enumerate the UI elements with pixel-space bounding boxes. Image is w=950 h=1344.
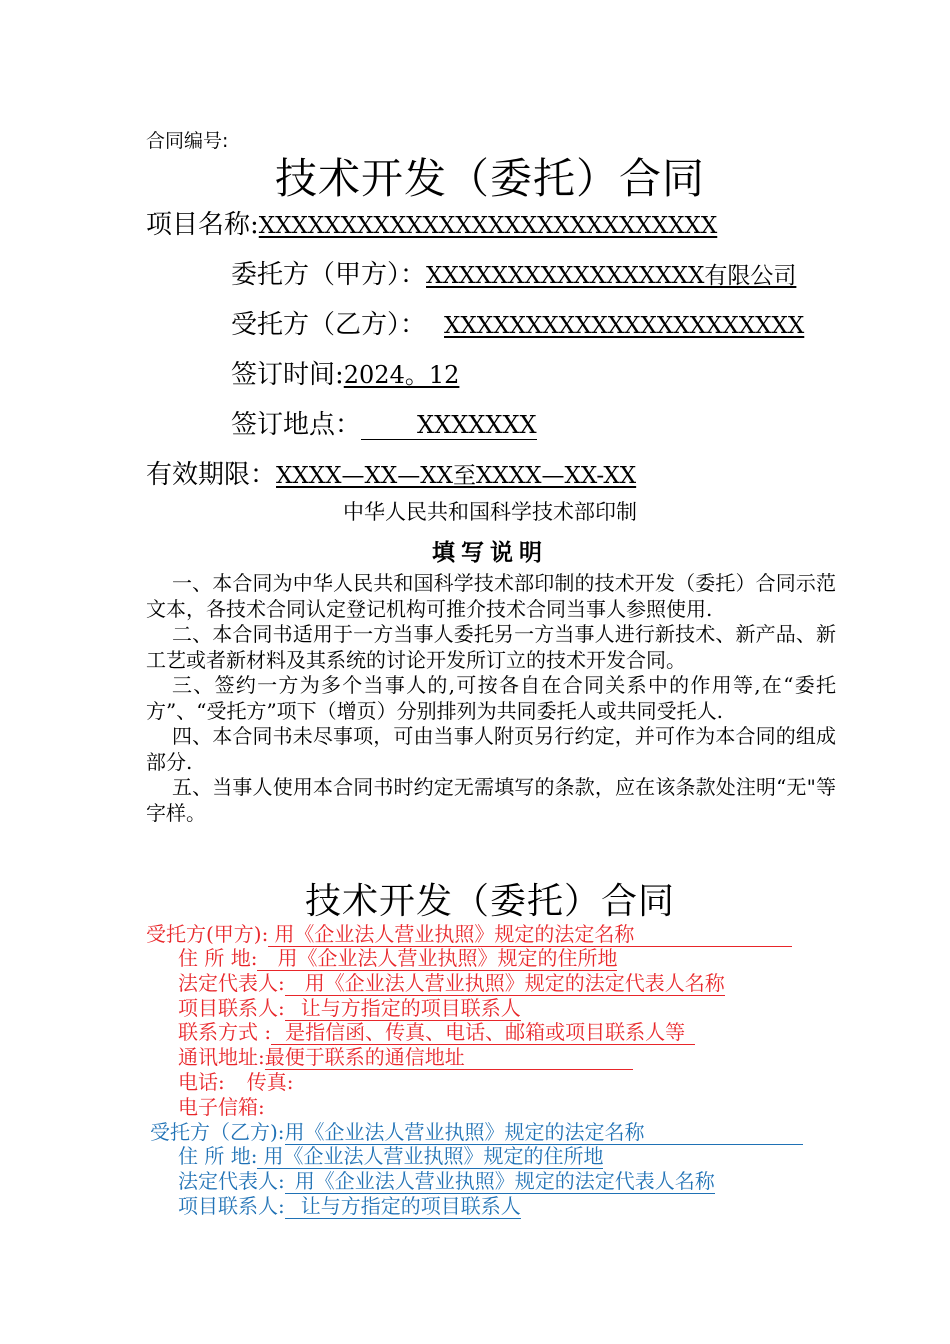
client-line <box>231 254 796 291</box>
client-value: XXXXXXXXXXXXXXXXX有限公司 <box>426 263 797 289</box>
party-a-contact-value: 让与方指定的项目联系人 <box>285 996 521 1021</box>
party-b-heading <box>150 1120 803 1145</box>
validity-value: XXXX—XX—XX至XXXX—XX-XX <box>276 463 637 489</box>
party-a-fax-label: 传真: <box>246 1070 294 1094</box>
party-a-contact-method-value: 是指信函、传真、电话、邮箱或项目联系人等 <box>271 1020 695 1045</box>
party-b-heading-label: 受托方（乙方): <box>150 1120 285 1144</box>
party-a-contact-label: 项目联系人: <box>178 996 285 1020</box>
party-a-heading <box>146 922 792 947</box>
contract-title: 技术开发（委托）合同 <box>304 881 675 922</box>
contractor-line <box>231 304 804 341</box>
party-a-address-value: 用《企业法人营业执照》规定的住所地 <box>257 946 617 971</box>
validity-label: 有效期限： <box>146 460 277 490</box>
party-b-contact-label: 项目联系人: <box>178 1194 285 1218</box>
contract-number-label: 合同编号: <box>146 130 229 152</box>
sign-time-label: 签订时间: <box>231 360 344 390</box>
party-a-address-label: 住 所 地: <box>178 946 258 970</box>
party-a-heading-label: 受托方(甲方): <box>146 922 269 946</box>
party-a-phone-fax <box>178 1070 294 1094</box>
instruction-item-4: 四、本合同书未尽事项，可由当事人附页另行约定，并可作为本合同的组成部分. <box>146 724 836 774</box>
party-a-email <box>178 1095 265 1119</box>
document-title: 技术开发（委托）合同 <box>274 154 705 203</box>
party-b-legal-rep <box>178 1169 715 1194</box>
party-a-phone-label: 电话: <box>178 1070 225 1094</box>
sign-place-value: XXXXXXX <box>361 411 537 440</box>
client-label: 委托方（甲方）： <box>231 260 427 290</box>
instructions-body <box>146 571 836 826</box>
contractor-label: 受托方（乙方）： <box>231 310 427 340</box>
party-a-mail-address <box>178 1045 633 1070</box>
party-b-legal-rep-label: 法定代表人: <box>178 1169 285 1193</box>
party-b-heading-value: 用《企业法人营业执照》规定的法定名称 <box>285 1120 803 1145</box>
party-b-address-value: 用《企业法人营业执照》规定的住所地 <box>257 1144 603 1169</box>
instruction-item-3: 三、签约一方为多个当事人的,可按各自在合同关系中的作用等,在“委托方”、“受托方”项下（增页）分别排列为共同委托人或共同受托人. <box>146 673 836 723</box>
sign-time-line <box>231 354 459 391</box>
party-b-contact <box>178 1194 521 1219</box>
party-b-address-label: 住 所 地: <box>178 1144 258 1168</box>
party-a-legal-rep-value: 用《企业法人营业执照》规定的法定代表人名称 <box>285 971 725 996</box>
party-a-contact <box>178 996 521 1021</box>
party-a-contact-method-label: 联系方式 : <box>178 1020 272 1044</box>
project-name-line <box>146 204 717 241</box>
party-a-heading-value: 用《企业法人营业执照》规定的法定名称 <box>268 922 792 947</box>
party-b-address <box>178 1144 603 1169</box>
sign-time-value: 2024。12 <box>343 361 460 389</box>
instruction-item-2: 二、本合同书适用于一方当事人委托另一方当事人进行新技术、新产品、新工艺或者新材料及其系统的讨论开发所订立的技术开发合同。 <box>146 622 836 672</box>
party-a-mail-address-value: 最便于联系的通信地址 <box>265 1045 633 1070</box>
sign-place-label: 签订地点： <box>231 410 362 440</box>
project-name-value: XXXXXXXXXXXXXXXXXXXXXXXXXXXX <box>258 213 718 239</box>
party-a-email-label: 电子信箱: <box>178 1095 265 1119</box>
party-a-legal-rep-label: 法定代表人: <box>178 971 285 995</box>
party-b-legal-rep-value: 用《企业法人营业执照》规定的法定代表人名称 <box>285 1169 715 1194</box>
party-a-address <box>178 946 617 971</box>
project-name-label: 项目名称: <box>146 210 259 240</box>
publisher-line: 中华人民共和国科学技术部印制 <box>343 500 637 524</box>
sign-place-line <box>231 404 537 441</box>
instruction-item-1: 一、本合同为中华人民共和国科学技术部印制的技术开发（委托）合同示范文本，各技术合同认定登记机构可推介技术合同当事人参照使用. <box>146 571 836 621</box>
validity-line <box>146 454 636 491</box>
party-a-contact-method <box>178 1020 695 1045</box>
party-a-legal-rep <box>178 971 725 996</box>
instruction-item-5: 五、当事人使用本合同书时约定无需填写的条款，应在该条款处注明“无"等字样。 <box>146 775 836 825</box>
party-b-contact-value: 让与方指定的项目联系人 <box>285 1194 521 1219</box>
contractor-value: XXXXXXXXXXXXXXXXXXXXXX <box>444 313 805 339</box>
instructions-title: 填写说明 <box>432 540 548 566</box>
party-a-mail-address-label: 通讯地址: <box>178 1045 265 1069</box>
